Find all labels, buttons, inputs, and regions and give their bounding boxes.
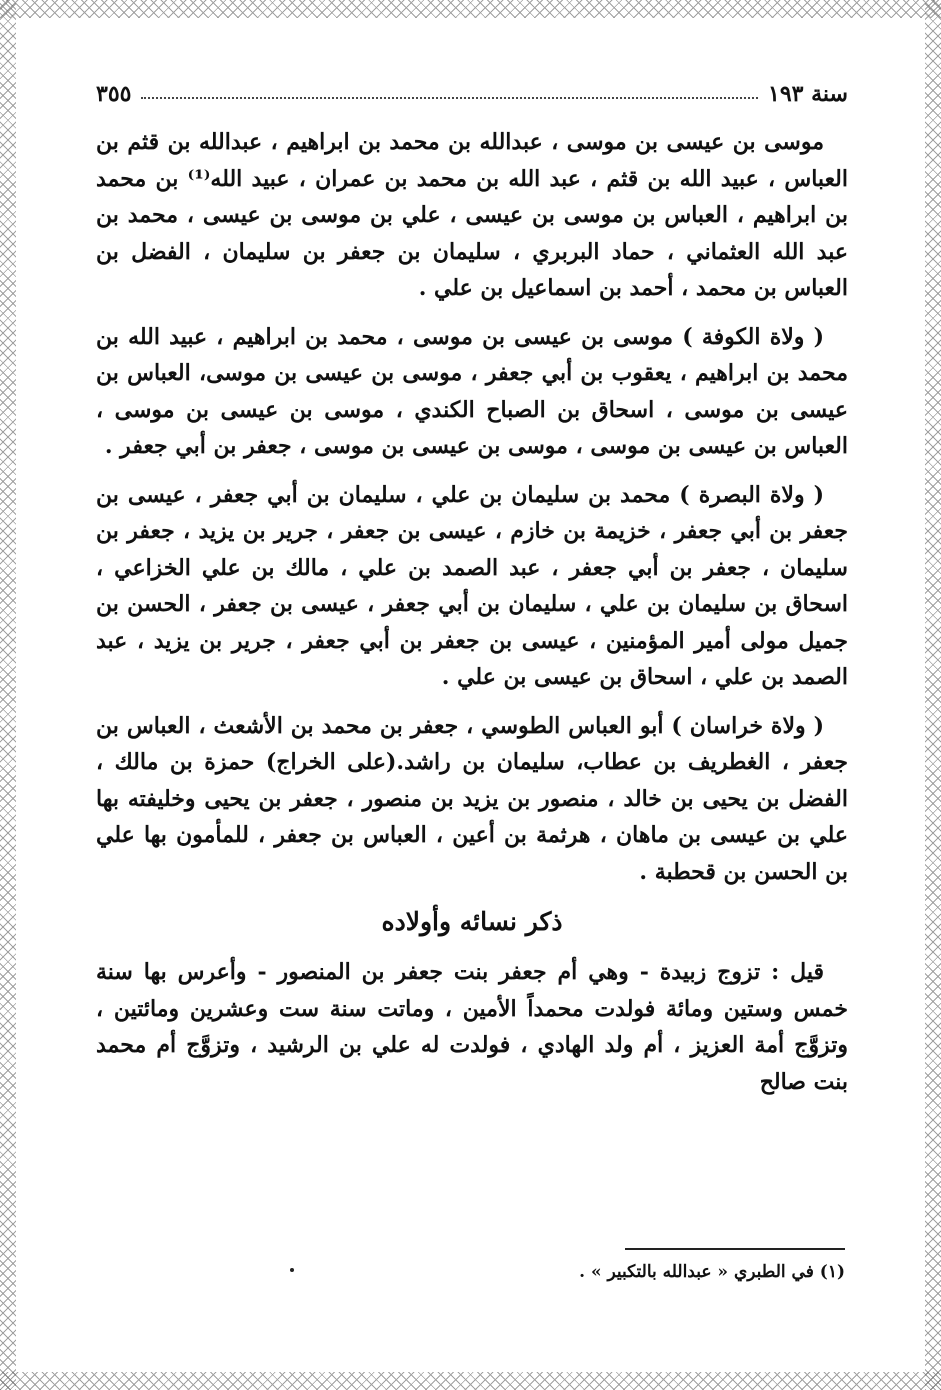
- running-header: [96, 72, 848, 116]
- stray-dot: [290, 1268, 294, 1272]
- decorative-border-right: [925, 0, 941, 1390]
- footnote: (١) في الطبري « عبدالله بالتكبير » .: [579, 1262, 845, 1282]
- paragraph-basra-governors: ( ولاة البصرة ) محمد بن سليمان بن علي ، سليمان بن أبي جعفر ، عيسى بن جعفر بن أبي جعفر ، خزيمة بن خازم ، عيسى بن جعفر ، جرير بن يزيد ، جعفر بن سليمان ، جعفر بن أبي جعفر ، عبد الصمد بن علي ، مالك بن علي الخزاعي ، اسحاق بن سليمان بن علي ، سليمان بن أبي جعفر ، عيسى بن جعفر ، الحسن بن جميل مولى أمير المؤمنين ، عيسى بن جعفر بن أبي جعفر ، جرير بن يزيد ، عبد الصمد بن علي ، اسحاق بن عيسى بن علي .: [96, 481, 848, 690]
- decorative-border-bottom: [0, 1372, 941, 1390]
- paragraph-kufa-governors: ( ولاة الكوفة ) موسى بن عيسى بن موسى ، محمد بن ابراهيم ، عبيد الله بن محمد بن ابراهيم ، يعقوب بن أبي جعفر ، موسى بن عيسى بن موسى، العباس بن عيسى بن موسى ، اسحاق بن الصباح الكندي ، موسى بن عيسى بن موسى ، العباس بن عيسى بن موسى ، موسى بن عيسى بن موسى ، جعفر بن أبي جعفر .: [96, 323, 848, 459]
- header-dotted-leader: [141, 97, 758, 99]
- decorative-border-left: [0, 0, 16, 1390]
- page-content: [96, 72, 848, 1112]
- decorative-border-top: [0, 0, 941, 18]
- paragraph-wives-children: قيل : تزوج زبيدة - وهي أم جعفر بنت جعفر بن المنصور - وأعرس بها سنة خمس وستين ومائة فولدت محمداً الأمين ، وماتت سنة ست وعشرين ومائتين ، وتزوَّج أمة العزيز ، أم ولد الهادي ، فولدت له علي بن الرشيد ، وتزوَّج أم محمد بنت صالح: [96, 959, 848, 1095]
- page-number: ٣٥٥: [96, 81, 132, 107]
- section-heading: ذكر نسائه وأولاده: [381, 907, 563, 936]
- footnote-separator: [625, 1248, 845, 1250]
- paragraph-officials: موسى بن عيسى بن موسى ، عبدالله بن محمد بن ابراهيم ، عبدالله بن قثم بن العباس ، عبيد الله بن قثم ، عبد الله بن محمد بن عمران ، عبيد الله⁽¹⁾ بن محمد بن ابراهيم ، العباس بن موسى بن عيسى ، علي بن موسى بن عيسى ، محمد بن عبد الله العثماني ، حماد البربري ، سليمان بن جعفر بن سليمان ، الفضل بن العباس بن محمد ، أحمد بن اسماعيل بن علي .: [96, 129, 848, 301]
- paragraph-khurasan-governors: ( ولاة خراسان ) أبو العباس الطوسي ، جعفر بن محمد بن الأشعث ، العباس بن جعفر ، الغطريف بن عطاب، سليمان بن راشد.(على الخراج) حمزة بن مالك ، الفضل بن يحيى بن خالد ، منصور بن يزيد بن منصور ، جعفر بن يحيى وخليفته بها علي بن عيسى بن ماهان ، هرثمة بن أعين ، العباس بن جعفر ، للمأمون بها علي بن الحسن بن قحطبة .: [96, 712, 848, 885]
- header-year: سنة ١٩٣: [768, 81, 848, 107]
